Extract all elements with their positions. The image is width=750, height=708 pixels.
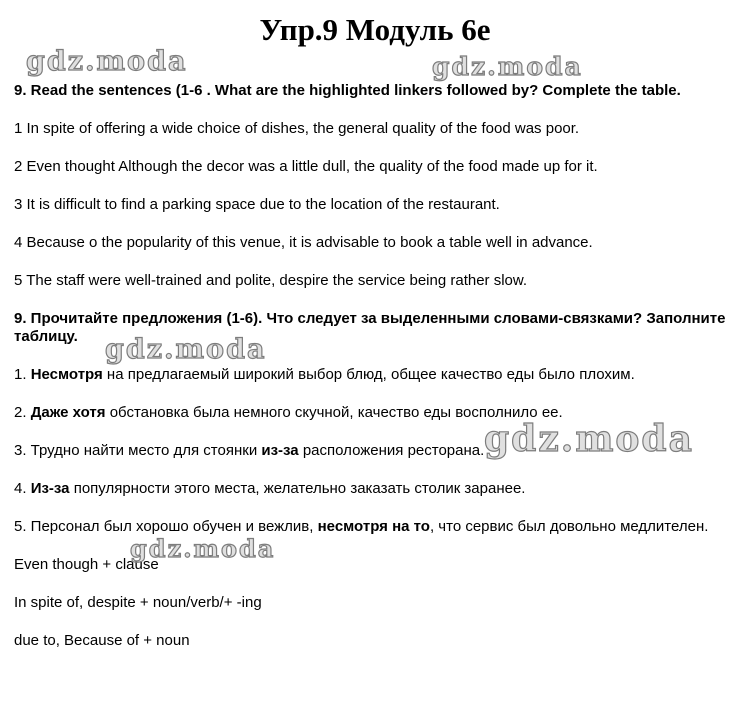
exercise-title: Упр.9 Модуль 6е xyxy=(259,12,491,47)
english-sentence-5: 5 The staff were well-trained and polite, despire the service being rather slow. xyxy=(14,272,528,289)
linker-highlight: Из-за xyxy=(30,480,70,497)
english-instruction: 9. Read the sentences (1-6 . What are the highlighted linkers followed by? Complete the table. xyxy=(14,82,681,99)
russian-instruction: 9. Прочитайте предложения (1-6). Что следует за выделенными словами-связками? Заполните таблицу. xyxy=(14,310,726,345)
answer-line-3: due to, Because of + noun xyxy=(14,632,190,649)
russian-sentence-4 xyxy=(14,480,736,498)
russian-sentence-2 xyxy=(14,404,736,422)
russian-sentence-1 xyxy=(14,366,736,384)
english-sentence-1: 1 In spite of offering a wide choice of dishes, the general quality of the food was poor. xyxy=(14,120,580,137)
sentence-text-post: , что сервис был довольно медлителен. xyxy=(429,518,709,535)
english-sentence-2: 2 Even thought Although the decor was a little dull, the quality of the food made up for it. xyxy=(14,158,598,175)
russian-sentence-5 xyxy=(14,518,736,536)
answer-line-2: In spite of, despite + noun/verb/+ -ing xyxy=(14,594,262,611)
linker-highlight: Даже хотя xyxy=(30,404,106,421)
answer-line-1: Even though + clause xyxy=(14,556,159,573)
linker-highlight: несмотря на то xyxy=(317,518,430,535)
sentence-text-pre: 4. xyxy=(14,480,31,497)
sentence-text-post: популярности этого места, желательно заказать столик заранее. xyxy=(69,480,526,497)
sentence-text-post: на предлагаемый широкий выбор блюд, общее качество еды было плохим. xyxy=(102,366,635,383)
russian-sentence-3 xyxy=(14,442,736,460)
watermark: gdz.moda xyxy=(484,418,694,460)
sentence-text-pre: 2. xyxy=(14,404,31,421)
linker-highlight: из-за xyxy=(261,442,299,459)
watermark: gdz.moda xyxy=(105,334,267,365)
sentence-text-pre: 1. xyxy=(14,366,31,383)
english-sentence-3: 3 It is difficult to find a parking space due to the location of the restaurant. xyxy=(14,196,500,213)
sentence-text-pre: 3. Трудно найти место для стоянки xyxy=(14,442,262,459)
english-sentence-4: 4 Because o the popularity of this venue, it is advisable to book a table well in advance. xyxy=(14,234,593,251)
linker-highlight: Несмотря xyxy=(30,366,103,383)
sentence-text-post: расположения ресторана. xyxy=(298,442,485,459)
watermark: gdz.moda xyxy=(26,46,188,77)
sentence-text-post: обстановка была немного скучной, качество еды восполнило ее. xyxy=(105,404,563,421)
watermark: gdz.moda xyxy=(432,52,583,81)
sentence-text-pre: 5. Персонал был хорошо обучен и вежлив, xyxy=(14,518,318,535)
watermark: gdz.moda xyxy=(130,534,276,563)
